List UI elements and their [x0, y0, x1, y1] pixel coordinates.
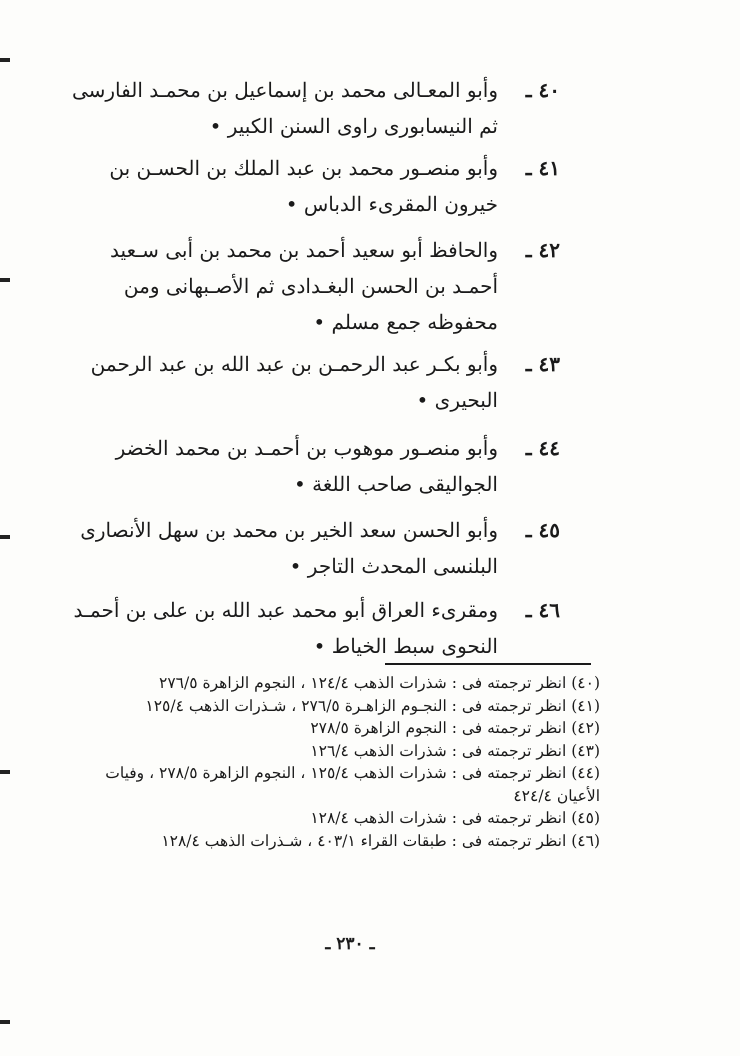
entry-42: [70, 232, 560, 340]
entry-line: خيرون المقرىء الدباس •: [285, 192, 498, 216]
entry-number: ٤٥ ـ: [525, 518, 560, 542]
footnote-40: (٤٠) انظر ترجمته فى : شذرات الذهب ١٢٤/٤ ، النجوم الزاهرة ٢٧٦/٥: [159, 674, 600, 692]
scan-edge-mark: [0, 278, 10, 282]
footnote-44: (٤٤) انظر ترجمته فى : شذرات الذهب ١٢٥/٤ ، النجوم الزاهرة ٢٧٨/٥ ، وفيات الأعيان ٤٢٤/٤: [105, 764, 600, 805]
entry-number: ٤٢ ـ: [525, 238, 560, 262]
entry-40: [70, 72, 560, 144]
scan-edge-mark: [0, 770, 10, 774]
footnote-45: (٤٥) انظر ترجمته فى : شذرات الذهب ١٢٨/٤: [310, 809, 600, 827]
entry-line: ثم النيسابورى راوى السنن الكبير •: [209, 114, 498, 138]
entry-number: ٤٦ ـ: [525, 598, 560, 622]
footnote-separator: [385, 663, 591, 665]
entry-line: وأبو بكـر عبد الرحمـن بن عبد الله بن عبد الرحمن: [90, 352, 498, 376]
footnote-42: (٤٢) انظر ترجمته فى : النجوم الزاهرة ٢٧٨/٥: [310, 719, 600, 737]
page-number: ـ ٢٣٠ ـ: [325, 934, 375, 954]
footnotes: [80, 672, 600, 852]
entry-41: [70, 150, 560, 222]
entry-line: أحمـد بن الحسن البغـدادى ثم الأصـبهانى ومن: [123, 274, 498, 298]
entry-line: الجواليقى صاحب اللغة •: [294, 472, 498, 496]
footnote-46: (٤٦) انظر ترجمته فى : طبقات القراء ٤٠٣/١ ، شـذرات الذهب ١٢٨/٤: [161, 831, 600, 850]
scan-edge-mark: [0, 535, 10, 539]
entry-line: البلنسى المحدث التاجر •: [289, 554, 498, 578]
entry-line: وأبو المعـالى محمد بن إسماعيل بن محمـد الفارسى: [71, 78, 498, 102]
entry-43: [70, 346, 560, 418]
entry-number: ٤٠ ـ: [525, 78, 560, 102]
entry-line: البحيرى •: [416, 388, 498, 412]
entry-line: وأبو منصـور موهوب بن أحمـد بن محمد الخضر: [115, 436, 498, 460]
scan-edge-mark: [0, 1020, 10, 1024]
scan-edge-mark: [0, 58, 10, 62]
entry-line: النحوى سبط الخياط •: [313, 634, 498, 658]
entry-line: ومقرىء العراق أبو محمد عبد الله بن على بن أحمـد: [73, 598, 498, 622]
footnote-41: (٤١) انظر ترجمته فى : النجـوم الزاهـرة ٢٧٦/٥ ، شـذرات الذهب ١٢٥/٤: [145, 696, 600, 715]
entry-46: [70, 592, 560, 664]
entry-45: [70, 512, 560, 584]
entry-44: [70, 430, 560, 502]
entry-line: والحافظ أبو سعيد أحمد بن محمد بن أبى سـعيد: [110, 238, 498, 262]
entry-number: ٤٤ ـ: [525, 436, 560, 460]
footnote-43: (٤٣) انظر ترجمته فى : شذرات الذهب ١٢٦/٤: [310, 741, 600, 760]
entry-number: ٤٣ ـ: [525, 352, 560, 376]
entry-number: ٤١ ـ: [525, 156, 560, 180]
entry-line: وأبو الحسن سعد الخير بن محمد بن سهل الأنصارى: [80, 518, 498, 542]
entry-line: محفوظه جمع مسلم •: [313, 310, 498, 334]
entry-line: وأبو منصـور محمد بن عبد الملك بن الحسـن بن: [109, 156, 498, 180]
